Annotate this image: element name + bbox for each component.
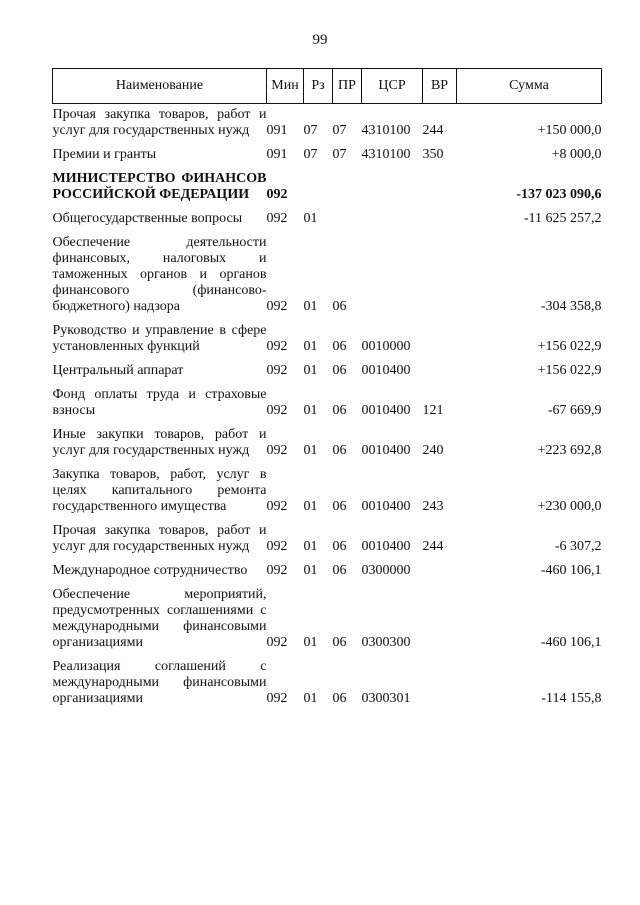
cell-sum: -114 155,8 <box>541 691 602 706</box>
cell-csr: 0010400 <box>361 443 411 458</box>
cell-sum: +150 000,0 <box>537 123 602 138</box>
table-body <box>53 104 602 712</box>
cell-min: 091 <box>266 147 288 162</box>
cell-rz: 01 <box>303 363 318 378</box>
table-row <box>53 463 602 519</box>
cell-name: Фонд оплаты труда и страховые взносы <box>52 387 267 418</box>
cell-name: Центральный аппарат <box>52 363 184 378</box>
cell-vr <box>423 583 457 655</box>
table-row <box>53 231 602 319</box>
cell-rz <box>304 167 333 207</box>
cell-rz: 01 <box>303 211 318 226</box>
cell-csr: 0010400 <box>361 499 411 514</box>
cell-csr: 0300000 <box>361 563 411 578</box>
cell-sum: +230 000,0 <box>537 499 602 514</box>
cell-pr: 06 <box>332 443 347 458</box>
cell-name: МИНИСТЕРСТВО ФИНАНСОВ РОССИЙСКОЙ ФЕДЕРАЦИИ <box>52 171 267 202</box>
page-number: 99 <box>312 32 328 48</box>
cell-csr: 4310100 <box>361 123 411 138</box>
cell-name: Руководство и управление в сфере установленных функций <box>52 323 267 354</box>
cell-name: Обеспечение мероприятий, предусмотренных соглашениями с международными финансовыми организациями <box>52 587 267 650</box>
cell-csr <box>362 167 423 207</box>
cell-vr <box>423 167 457 207</box>
cell-sum: -11 625 257,2 <box>523 211 602 226</box>
cell-vr: 244 <box>422 123 444 138</box>
cell-sum: -304 358,8 <box>540 299 602 314</box>
cell-min: 092 <box>266 339 288 354</box>
table-row <box>53 383 602 423</box>
cell-vr <box>423 319 457 359</box>
cell-vr <box>423 359 457 383</box>
cell-vr: 244 <box>422 539 444 554</box>
cell-name: Реализация соглашений с международными финансовыми организациями <box>52 659 267 706</box>
cell-name: Прочая закупка товаров, работ и услуг для государственных нужд <box>52 523 267 554</box>
cell-pr: 06 <box>332 363 347 378</box>
header-name: Наименование <box>53 69 267 104</box>
cell-pr: 07 <box>332 123 347 138</box>
cell-vr <box>423 231 457 319</box>
cell-pr: 06 <box>332 563 347 578</box>
cell-pr <box>333 167 362 207</box>
cell-rz: 01 <box>303 403 318 418</box>
cell-csr: 0010000 <box>361 339 411 354</box>
cell-rz: 01 <box>303 443 318 458</box>
table-row <box>53 207 602 231</box>
cell-rz: 01 <box>303 563 318 578</box>
header-rz: Рз <box>304 69 333 104</box>
table-row <box>53 143 602 167</box>
cell-csr: 0300301 <box>361 691 411 706</box>
table-row <box>53 583 602 655</box>
cell-csr: 0010400 <box>361 403 411 418</box>
cell-min: 092 <box>266 363 288 378</box>
cell-min: 092 <box>266 403 288 418</box>
cell-pr: 06 <box>332 339 347 354</box>
table-header <box>53 69 602 104</box>
cell-sum: -460 106,1 <box>540 563 602 578</box>
cell-rz: 01 <box>303 299 318 314</box>
cell-sum: +8 000,0 <box>551 147 602 162</box>
cell-min: 092 <box>266 539 288 554</box>
cell-vr: 121 <box>422 403 444 418</box>
cell-sum: +156 022,9 <box>537 339 602 354</box>
cell-name: Премии и гранты <box>52 147 157 162</box>
cell-pr: 07 <box>332 147 347 162</box>
cell-rz: 01 <box>303 691 318 706</box>
cell-csr: 4310100 <box>361 147 411 162</box>
cell-min: 092 <box>266 499 288 514</box>
cell-vr: 240 <box>422 443 444 458</box>
table-row <box>53 423 602 463</box>
cell-csr: 0300300 <box>361 635 411 650</box>
table-row <box>53 519 602 559</box>
header-sum: Сумма <box>457 69 602 104</box>
cell-name: Иные закупки товаров, работ и услуг для государственных нужд <box>52 427 267 458</box>
cell-pr: 06 <box>332 691 347 706</box>
table-row <box>53 104 602 144</box>
cell-vr <box>423 655 457 711</box>
cell-csr: 0010400 <box>361 539 411 554</box>
table-row <box>53 359 602 383</box>
cell-name: Обеспечение деятельности финансовых, налоговых и таможенных органов и органов финансового (финансово-бюджетного) надзора <box>52 235 267 314</box>
cell-min: 092 <box>266 299 288 314</box>
header-pr: ПР <box>333 69 362 104</box>
budget-table <box>52 68 602 711</box>
cell-name: Международное сотрудничество <box>52 563 248 578</box>
cell-csr <box>362 231 423 319</box>
cell-csr <box>362 207 423 231</box>
cell-pr <box>333 207 362 231</box>
table-row <box>53 319 602 359</box>
cell-csr: 0010400 <box>361 363 411 378</box>
cell-min: 092 <box>266 211 288 226</box>
table-row <box>53 655 602 711</box>
cell-pr: 06 <box>332 635 347 650</box>
cell-vr: 350 <box>422 147 444 162</box>
cell-name: Общегосударственные вопросы <box>52 211 243 226</box>
cell-vr: 243 <box>422 499 444 514</box>
cell-sum: -137 023 090,6 <box>516 187 602 202</box>
cell-rz: 01 <box>303 635 318 650</box>
cell-pr: 06 <box>332 539 347 554</box>
cell-pr: 06 <box>332 499 347 514</box>
cell-sum: -460 106,1 <box>540 635 602 650</box>
cell-sum: +223 692,8 <box>537 443 602 458</box>
header-min: Мин <box>267 69 304 104</box>
cell-pr: 06 <box>332 299 347 314</box>
cell-rz: 01 <box>303 339 318 354</box>
cell-rz: 01 <box>303 499 318 514</box>
table-row <box>53 559 602 583</box>
table-row <box>53 167 602 207</box>
cell-sum: +156 022,9 <box>537 363 602 378</box>
cell-sum: -67 669,9 <box>547 403 602 418</box>
cell-name: Прочая закупка товаров, работ и услуг для государственных нужд <box>52 107 267 138</box>
cell-min: 091 <box>266 123 288 138</box>
cell-vr <box>423 559 457 583</box>
cell-min: 092 <box>266 443 288 458</box>
cell-sum: -6 307,2 <box>554 539 602 554</box>
cell-rz: 01 <box>303 539 318 554</box>
cell-vr <box>423 207 457 231</box>
cell-rz: 07 <box>303 123 318 138</box>
cell-name: Закупка товаров, работ, услуг в целях капитального ремонта государственного имущества <box>52 467 267 514</box>
cell-min: 092 <box>266 187 288 202</box>
cell-min: 092 <box>266 563 288 578</box>
cell-min: 092 <box>266 635 288 650</box>
cell-pr: 06 <box>332 403 347 418</box>
header-csr: ЦСР <box>362 69 423 104</box>
header-vr: ВР <box>423 69 457 104</box>
cell-min: 092 <box>266 691 288 706</box>
cell-rz: 07 <box>303 147 318 162</box>
